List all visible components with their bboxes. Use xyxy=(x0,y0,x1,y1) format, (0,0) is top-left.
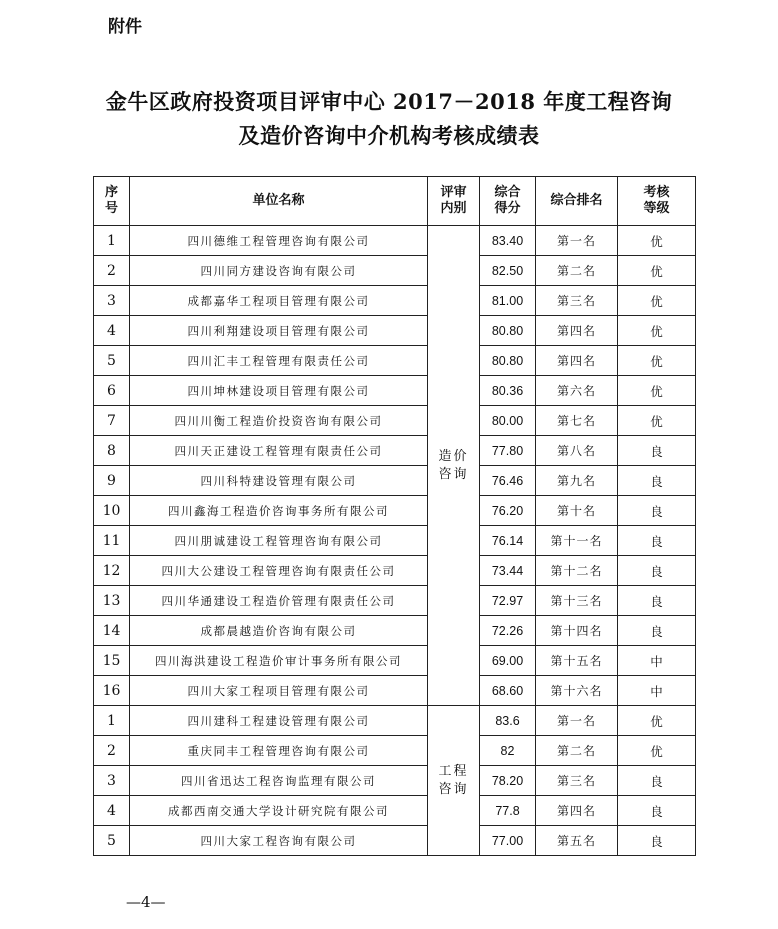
company-name: 四川大家工程项目管理有限公司 xyxy=(130,676,428,706)
composite-score: 80.36 xyxy=(480,376,536,406)
composite-score: 80.00 xyxy=(480,406,536,436)
company-name: 四川坤林建设项目管理有限公司 xyxy=(130,376,428,406)
composite-rank: 第十一名 xyxy=(536,526,618,556)
header-score xyxy=(480,177,536,226)
assessment-grade: 优 xyxy=(618,736,696,766)
row-number: 5 xyxy=(94,346,130,376)
composite-score: 72.26 xyxy=(480,616,536,646)
assessment-grade: 优 xyxy=(618,706,696,736)
company-name: 四川同方建设咨询有限公司 xyxy=(130,256,428,286)
row-number: 10 xyxy=(94,496,130,526)
assessment-grade: 良 xyxy=(618,496,696,526)
table-row xyxy=(94,256,696,286)
assessment-grade: 优 xyxy=(618,406,696,436)
composite-score: 77.00 xyxy=(480,826,536,856)
composite-rank: 第四名 xyxy=(536,316,618,346)
composite-score: 68.60 xyxy=(480,676,536,706)
assessment-grade: 优 xyxy=(618,376,696,406)
row-number: 2 xyxy=(94,256,130,286)
attachment-label: 附件 xyxy=(108,17,142,37)
company-name: 四川科特建设管理有限公司 xyxy=(130,466,428,496)
composite-rank: 第一名 xyxy=(536,706,618,736)
composite-score: 83.40 xyxy=(480,226,536,256)
composite-score: 76.46 xyxy=(480,466,536,496)
row-number: 6 xyxy=(94,376,130,406)
composite-rank: 第八名 xyxy=(536,436,618,466)
table-row xyxy=(94,376,696,406)
assessment-grade: 良 xyxy=(618,766,696,796)
company-name: 成都西南交通大学设计研究院有限公司 xyxy=(130,796,428,826)
category-cell: 造价 咨询 xyxy=(428,226,480,706)
composite-rank: 第九名 xyxy=(536,466,618,496)
header-no xyxy=(94,177,130,226)
row-number: 15 xyxy=(94,646,130,676)
assessment-grade: 良 xyxy=(618,436,696,466)
header-grade-text: 考核 等级 xyxy=(643,185,670,216)
table-header-row xyxy=(94,177,696,226)
table-row xyxy=(94,826,696,856)
assessment-grade: 中 xyxy=(618,676,696,706)
row-number: 9 xyxy=(94,466,130,496)
composite-score: 77.8 xyxy=(480,796,536,826)
row-number: 8 xyxy=(94,436,130,466)
row-number: 4 xyxy=(94,316,130,346)
composite-rank: 第十三名 xyxy=(536,586,618,616)
header-rank-text: 综合排名 xyxy=(550,193,603,208)
assessment-grade: 优 xyxy=(618,256,696,286)
row-number: 3 xyxy=(94,286,130,316)
composite-rank: 第三名 xyxy=(536,286,618,316)
assessment-grade: 优 xyxy=(618,316,696,346)
row-number: 7 xyxy=(94,406,130,436)
composite-rank: 第十二名 xyxy=(536,556,618,586)
company-name: 四川鑫海工程造价咨询事务所有限公司 xyxy=(130,496,428,526)
composite-rank: 第五名 xyxy=(536,826,618,856)
row-number: 5 xyxy=(94,826,130,856)
row-number: 1 xyxy=(94,226,130,256)
company-name: 四川大公建设工程管理咨询有限责任公司 xyxy=(130,556,428,586)
header-category xyxy=(428,177,480,226)
composite-rank: 第四名 xyxy=(536,796,618,826)
header-grade xyxy=(618,177,696,226)
row-number: 1 xyxy=(94,706,130,736)
assessment-grade: 良 xyxy=(618,556,696,586)
composite-score: 80.80 xyxy=(480,316,536,346)
company-name: 四川省迅达工程咨询监理有限公司 xyxy=(130,766,428,796)
table-row xyxy=(94,796,696,826)
company-name: 四川大家工程咨询有限公司 xyxy=(130,826,428,856)
header-score-text: 综合 得分 xyxy=(494,185,521,216)
company-name: 四川利翔建设项目管理有限公司 xyxy=(130,316,428,346)
assessment-grade: 优 xyxy=(618,286,696,316)
composite-score: 77.80 xyxy=(480,436,536,466)
composite-rank: 第七名 xyxy=(536,406,618,436)
composite-rank: 第一名 xyxy=(536,226,618,256)
company-name: 四川德维工程管理咨询有限公司 xyxy=(130,226,428,256)
table-row xyxy=(94,586,696,616)
assessment-grade: 优 xyxy=(618,226,696,256)
composite-score: 83.6 xyxy=(480,706,536,736)
composite-score: 82.50 xyxy=(480,256,536,286)
header-no-text: 序 号 xyxy=(104,185,118,216)
composite-rank: 第十四名 xyxy=(536,616,618,646)
company-name: 四川汇丰工程管理有限责任公司 xyxy=(130,346,428,376)
composite-score: 73.44 xyxy=(480,556,536,586)
company-name: 四川建科工程建设管理有限公司 xyxy=(130,706,428,736)
composite-score: 81.00 xyxy=(480,286,536,316)
table-row xyxy=(94,646,696,676)
table-body xyxy=(94,226,696,856)
composite-score: 76.14 xyxy=(480,526,536,556)
company-name: 四川海洪建设工程造价审计事务所有限公司 xyxy=(130,646,428,676)
row-number: 14 xyxy=(94,616,130,646)
row-number: 4 xyxy=(94,796,130,826)
table-row xyxy=(94,556,696,586)
assessment-grade: 中 xyxy=(618,646,696,676)
header-rank xyxy=(536,177,618,226)
header-name xyxy=(130,177,428,226)
page-number: —4— xyxy=(126,893,166,911)
table-row xyxy=(94,316,696,346)
table-row xyxy=(94,526,696,556)
composite-score: 82 xyxy=(480,736,536,766)
row-number: 3 xyxy=(94,766,130,796)
page-title: 金牛区政府投资项目评审中心 2017－2018 年度工程咨询 xyxy=(105,89,673,114)
composite-rank: 第十五名 xyxy=(536,646,618,676)
header-category-text: 评审 内别 xyxy=(440,185,467,216)
assessment-grade: 良 xyxy=(618,466,696,496)
company-name: 四川川衡工程造价投资咨询有限公司 xyxy=(130,406,428,436)
page-subtitle: 及造价咨询中介机构考核成绩表 xyxy=(238,123,540,148)
table-row xyxy=(94,286,696,316)
company-name: 四川朋诚建设工程管理咨询有限公司 xyxy=(130,526,428,556)
assessment-grade: 良 xyxy=(618,826,696,856)
row-number: 16 xyxy=(94,676,130,706)
company-name: 成都嘉华工程项目管理有限公司 xyxy=(130,286,428,316)
composite-score: 80.80 xyxy=(480,346,536,376)
composite-rank: 第二名 xyxy=(536,256,618,286)
company-name: 四川华通建设工程造价管理有限责任公司 xyxy=(130,586,428,616)
table-row xyxy=(94,406,696,436)
company-name: 成都晨越造价咨询有限公司 xyxy=(130,616,428,646)
table-row xyxy=(94,436,696,466)
row-number: 2 xyxy=(94,736,130,766)
assessment-grade: 良 xyxy=(618,796,696,826)
row-number: 13 xyxy=(94,586,130,616)
table-row xyxy=(94,466,696,496)
composite-score: 69.00 xyxy=(480,646,536,676)
row-number: 12 xyxy=(94,556,130,586)
composite-rank: 第十六名 xyxy=(536,676,618,706)
composite-rank: 第二名 xyxy=(536,736,618,766)
score-table xyxy=(93,176,696,856)
table-row xyxy=(94,346,696,376)
composite-score: 78.20 xyxy=(480,766,536,796)
assessment-grade: 良 xyxy=(618,526,696,556)
company-name: 四川天正建设工程管理有限责任公司 xyxy=(130,436,428,466)
table-row xyxy=(94,766,696,796)
composite-rank: 第三名 xyxy=(536,766,618,796)
category-cell: 工程 咨询 xyxy=(428,706,480,856)
table-row xyxy=(94,706,696,736)
table-row xyxy=(94,226,696,256)
composite-score: 76.20 xyxy=(480,496,536,526)
assessment-grade: 良 xyxy=(618,616,696,646)
table-row xyxy=(94,676,696,706)
composite-rank: 第六名 xyxy=(536,376,618,406)
composite-rank: 第十名 xyxy=(536,496,618,526)
table-row xyxy=(94,736,696,766)
composite-score: 72.97 xyxy=(480,586,536,616)
composite-rank: 第四名 xyxy=(536,346,618,376)
assessment-grade: 优 xyxy=(618,346,696,376)
table-row xyxy=(94,616,696,646)
header-name-text: 单位名称 xyxy=(252,193,305,208)
assessment-grade: 良 xyxy=(618,586,696,616)
table-row xyxy=(94,496,696,526)
company-name: 重庆同丰工程管理咨询有限公司 xyxy=(130,736,428,766)
row-number: 11 xyxy=(94,526,130,556)
